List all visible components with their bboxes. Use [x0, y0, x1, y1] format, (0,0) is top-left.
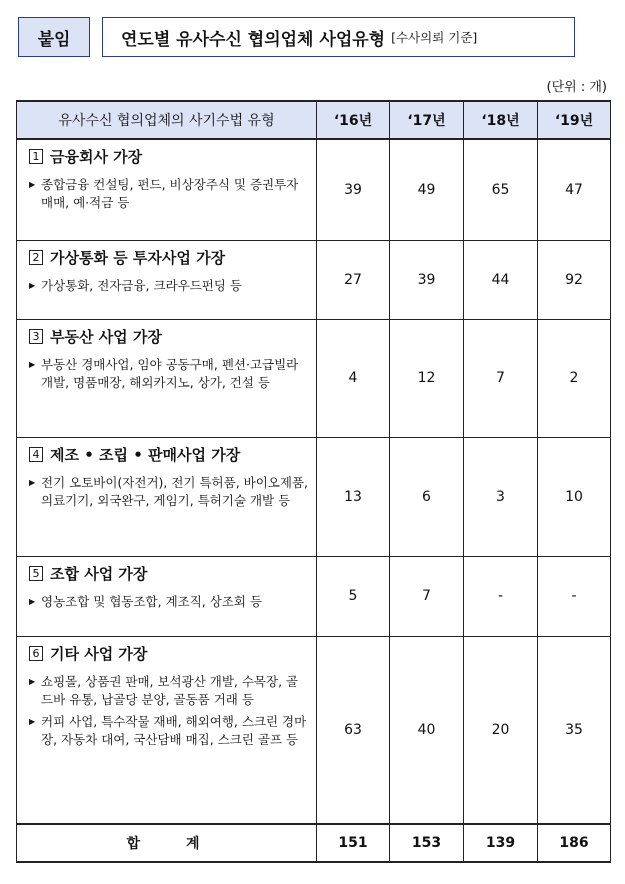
table-row	[17, 437, 611, 556]
value-2017: 40	[390, 636, 464, 824]
category-label: 제조 • 조립 • 판매사업 가장	[50, 445, 241, 464]
bullet-text: 부동산 경매사업, 임야 공동구매, 펜션·고급빌라 개발, 명품매장, 해외카지노, 상가, 건설 등	[41, 356, 299, 390]
header-type: 유사수신 협의업체의 사기수법 유형	[17, 101, 317, 139]
type-cell	[17, 139, 317, 240]
table-row	[17, 240, 611, 319]
value-2018: 20	[464, 636, 538, 824]
type-cell	[17, 437, 317, 556]
bullet-triangle-icon: ▶	[29, 280, 36, 290]
table-row	[17, 319, 611, 437]
total-2019: 186	[538, 824, 611, 862]
title-note: [수사의뢰 기준]	[391, 30, 478, 45]
type-cell	[17, 636, 317, 824]
bullet-text: 커피 사업, 특수작물 재배, 해외여행, 스크린 경마장, 자동차 대여, 국산담배 매집, 스크린 골프 등	[41, 713, 307, 747]
value-2019: 35	[538, 636, 611, 824]
bullet-triangle-icon: ▶	[29, 359, 36, 369]
bullet-text: 종합금융 컨설팅, 펀드, 비상장주식 및 증권투자 매매, 예·적금 등	[41, 177, 299, 210]
value-2018: 44	[464, 240, 538, 319]
title-text: 연도별 유사수신 협의업체 사업유형	[121, 29, 386, 50]
value-2017: 7	[390, 556, 464, 636]
value-2019: -	[538, 556, 611, 636]
list-item	[29, 474, 308, 510]
value-2017: 12	[390, 319, 464, 437]
table-row	[17, 139, 611, 240]
category-heading	[29, 326, 308, 347]
document-title	[102, 17, 575, 57]
total-2017: 153	[390, 824, 464, 862]
list-item	[29, 356, 308, 392]
category-label: 기타 사업 가장	[50, 644, 148, 663]
list-item	[29, 277, 308, 295]
number-box: 4	[29, 447, 43, 462]
value-2016: 63	[317, 636, 390, 824]
bullet-triangle-icon: ▶	[29, 716, 36, 726]
number-box: 3	[29, 329, 43, 344]
list-item	[29, 713, 308, 749]
value-2019: 2	[538, 319, 611, 437]
category-heading	[29, 146, 308, 167]
table-header-row	[17, 101, 611, 139]
number-box: 5	[29, 566, 43, 581]
bullet-triangle-icon: ▶	[29, 676, 36, 686]
category-heading	[29, 643, 308, 664]
value-2017: 49	[390, 139, 464, 240]
value-2016: 13	[317, 437, 390, 556]
type-cell	[17, 556, 317, 636]
bullet-triangle-icon: ▶	[29, 477, 36, 487]
total-2018: 139	[464, 824, 538, 862]
value-2019: 92	[538, 240, 611, 319]
list-item	[29, 593, 308, 611]
category-heading	[29, 247, 308, 268]
table-row	[17, 636, 611, 824]
number-box: 2	[29, 250, 43, 265]
value-2018: 7	[464, 319, 538, 437]
header-2017: ‘17년	[390, 101, 464, 139]
type-cell	[17, 240, 317, 319]
category-label: 금융회사 가장	[50, 148, 143, 166]
bullet-text: 영농조합 및 협동조합, 계조직, 상조회 등	[41, 593, 263, 609]
unit-label: (단위 : 개)	[546, 80, 607, 95]
category-label: 가상통화 등 투자사업 가장	[50, 248, 226, 267]
bullet-triangle-icon: ▶	[29, 180, 36, 189]
header-2019: ‘19년	[538, 101, 611, 139]
value-2016: 5	[317, 556, 390, 636]
category-heading	[29, 563, 308, 584]
value-2016: 4	[317, 319, 390, 437]
value-2017: 39	[390, 240, 464, 319]
value-2016: 39	[317, 139, 390, 240]
list-item	[29, 176, 308, 212]
value-2017: 6	[390, 437, 464, 556]
bullet-text: 쇼핑몰, 상품권 판매, 보석광산 개발, 수목장, 골드바 유통, 납골당 분양, 골동품 거래 등	[41, 673, 299, 707]
value-2018: 65	[464, 139, 538, 240]
bullet-triangle-icon: ▶	[29, 596, 36, 606]
bullet-text: 전기 오토바이(자전거), 전기 특허품, 바이오제품, 의료기기, 외국완구, 게임기, 특허기술 개발 등	[41, 474, 308, 508]
category-label: 조합 사업 가장	[50, 564, 148, 583]
value-2018: -	[464, 556, 538, 636]
type-cell	[17, 319, 317, 437]
value-2019: 47	[538, 139, 611, 240]
title-row	[18, 17, 608, 61]
header-2018: ‘18년	[464, 101, 538, 139]
total-2016: 151	[317, 824, 390, 862]
attachment-tag: 붙임	[18, 17, 90, 57]
number-box: 1	[29, 149, 43, 164]
total-label: 합계	[17, 824, 317, 862]
number-box: 6	[29, 646, 43, 661]
bullet-text: 가상통화, 전자금융, 크라우드펀딩 등	[41, 277, 242, 293]
table-row	[17, 556, 611, 636]
header-2016: ‘16년	[317, 101, 390, 139]
total-row	[17, 824, 611, 862]
category-heading	[29, 444, 308, 465]
value-2019: 10	[538, 437, 611, 556]
fraud-type-table	[16, 100, 611, 863]
value-2018: 3	[464, 437, 538, 556]
category-label: 부동산 사업 가장	[50, 327, 162, 346]
list-item	[29, 673, 308, 709]
value-2016: 27	[317, 240, 390, 319]
